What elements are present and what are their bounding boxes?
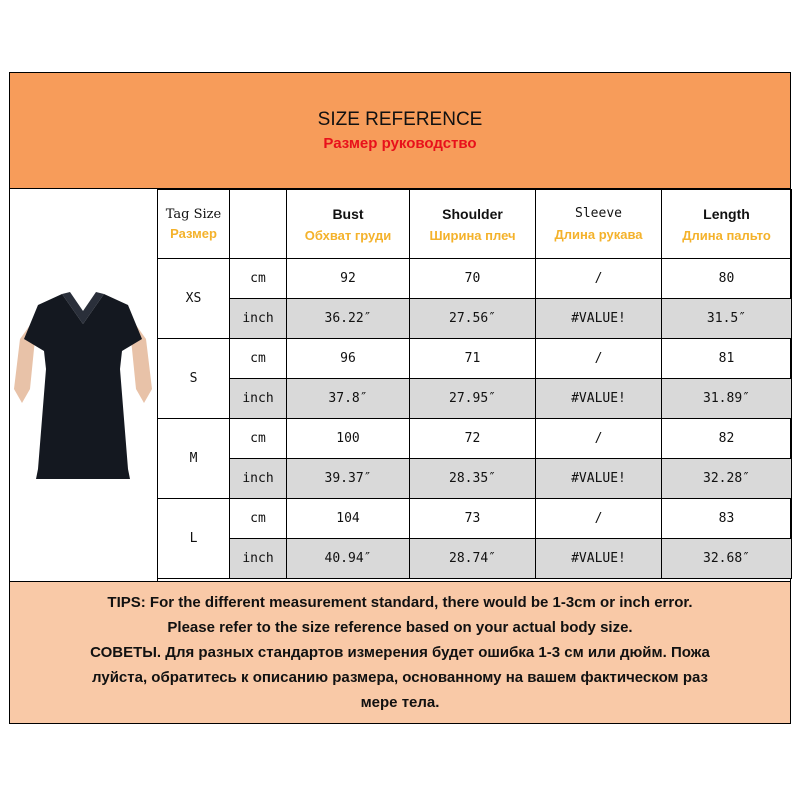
unit-cell: cm (230, 419, 287, 459)
tips-line-4: луйста, обратитесь к описанию размера, основанному на вашем фактическом раз (92, 669, 708, 686)
chart-header (10, 73, 790, 189)
tips-line-5: мере тела. (360, 694, 440, 711)
sleeve-inch: #VALUE! (536, 539, 662, 579)
table-row (158, 499, 792, 539)
length-cm: 81 (662, 339, 792, 379)
size-label: L (158, 499, 230, 579)
unit-cell: inch (230, 459, 287, 499)
unit-cell: inch (230, 379, 287, 419)
table-row (158, 299, 792, 339)
shoulder-header: Shoulder Ширина плеч (410, 190, 536, 259)
bust-inch: 36.22″ (287, 299, 410, 339)
shoulder-cm: 70 (410, 259, 536, 299)
unit-cell: cm (230, 499, 287, 539)
length-cm: 80 (662, 259, 792, 299)
sleeve-cm: / (536, 499, 662, 539)
unit-cell: inch (230, 299, 287, 339)
sleeve-cm: / (536, 339, 662, 379)
sleeve-cm: / (536, 419, 662, 459)
unit-cell: cm (230, 259, 287, 299)
shoulder-inch: 28.74″ (410, 539, 536, 579)
bust-cm: 104 (287, 499, 410, 539)
product-photo (10, 189, 158, 581)
shoulder-inch: 28.35″ (410, 459, 536, 499)
tips-line-1: TIPS: For the different measurement standard, there would be 1-3cm or inch error. (107, 594, 693, 611)
size-chart (9, 72, 791, 724)
bust-header: Bust Обхват груди (287, 190, 410, 259)
bust-cm: 100 (287, 419, 410, 459)
bust-inch: 40.94″ (287, 539, 410, 579)
size-table (157, 189, 792, 579)
sleeve-header: Sleeve Длина рукава (536, 190, 662, 259)
length-inch: 32.28″ (662, 459, 792, 499)
unit-cell: cm (230, 339, 287, 379)
table-row (158, 379, 792, 419)
tag-size-header: Tag Size Размер (158, 190, 230, 259)
tips-line-3: СОВЕТЫ. Для разных стандартов измерения будет ошибка 1-3 см или дюйм. Пожа (90, 644, 710, 661)
tips-section (10, 581, 790, 723)
chart-title: SIZE REFERENCE (317, 109, 483, 130)
tips-label: TIPS: (107, 594, 146, 611)
tips-line-2: Please refer to the size reference based on your actual body size. (167, 619, 633, 636)
table-row (158, 339, 792, 379)
shoulder-cm: 71 (410, 339, 536, 379)
length-cm: 83 (662, 499, 792, 539)
table-header-row (158, 190, 792, 259)
size-label: M (158, 419, 230, 499)
sleeve-inch: #VALUE! (536, 379, 662, 419)
unit-header (230, 190, 287, 259)
length-inch: 32.68″ (662, 539, 792, 579)
dress-illustration (10, 189, 157, 581)
table-row (158, 419, 792, 459)
table-row (158, 259, 792, 299)
sleeve-cm: / (536, 259, 662, 299)
shoulder-cm: 72 (410, 419, 536, 459)
chart-subtitle-ru: Размер руководство (323, 135, 477, 152)
table-row (158, 539, 792, 579)
sleeve-inch: #VALUE! (536, 299, 662, 339)
length-header: Length Длина пальто (662, 190, 792, 259)
unit-cell: inch (230, 539, 287, 579)
bust-cm: 92 (287, 259, 410, 299)
size-label: S (158, 339, 230, 419)
bust-inch: 39.37″ (287, 459, 410, 499)
shoulder-inch: 27.95″ (410, 379, 536, 419)
length-cm: 82 (662, 419, 792, 459)
bust-inch: 37.8″ (287, 379, 410, 419)
length-inch: 31.5″ (662, 299, 792, 339)
table-row (158, 459, 792, 499)
length-inch: 31.89″ (662, 379, 792, 419)
sleeve-inch: #VALUE! (536, 459, 662, 499)
bust-cm: 96 (287, 339, 410, 379)
shoulder-cm: 73 (410, 499, 536, 539)
size-label: XS (158, 259, 230, 339)
shoulder-inch: 27.56″ (410, 299, 536, 339)
